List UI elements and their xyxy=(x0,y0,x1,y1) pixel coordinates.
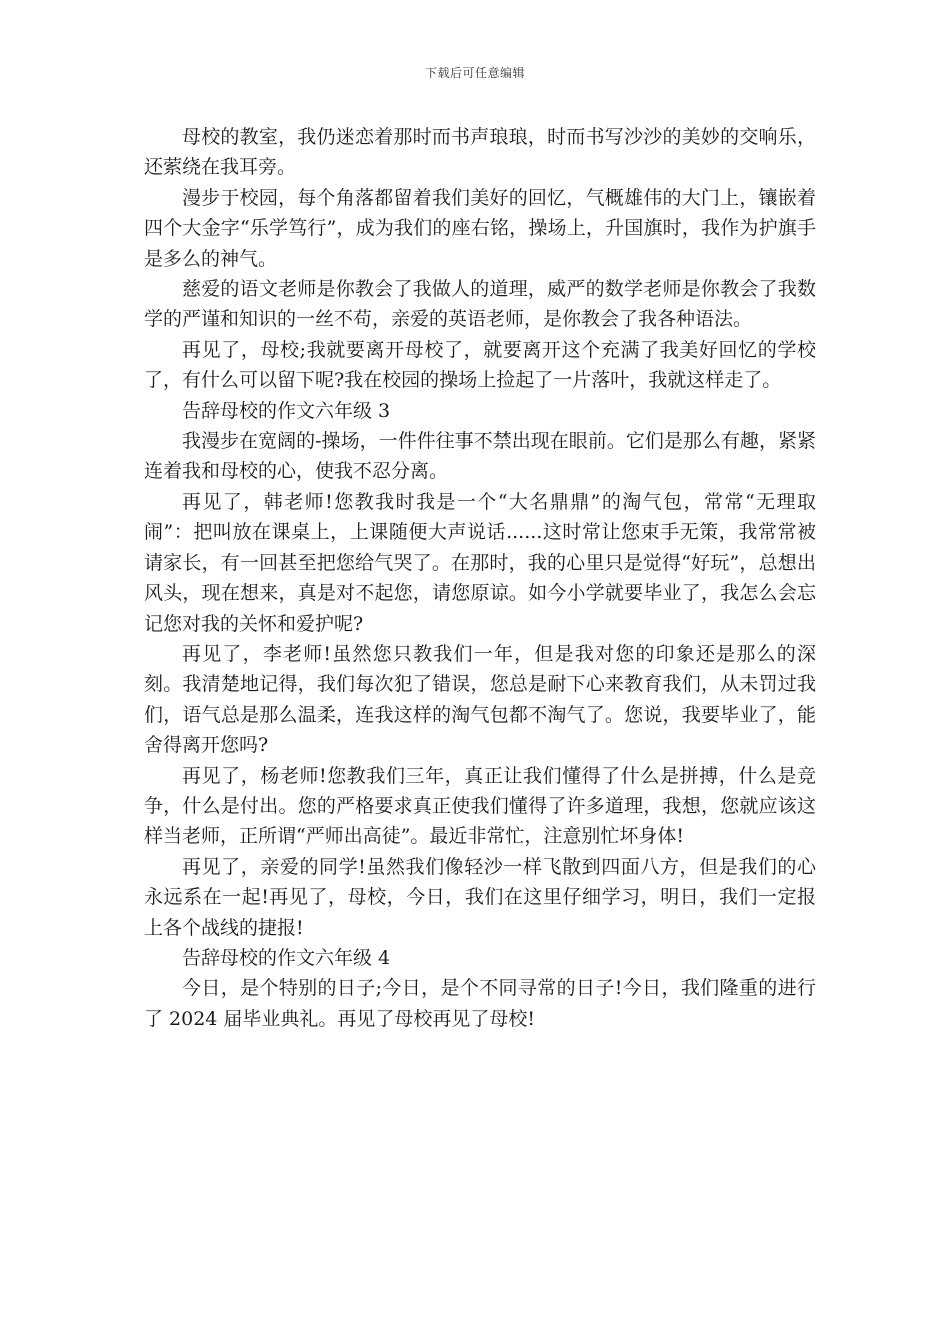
paragraph: 母校的教室，我仍迷恋着那时而书声琅琅，时而书写沙沙的美妙的交响乐，还萦绕在我耳旁。 xyxy=(144,126,816,179)
paragraph: 再见了，母校;我就要离开母校了，就要离开这个充满了我美好回忆的学校了，有什么可以留下呢?我在校园的操场上捡起了一片落叶，我就这样走了。 xyxy=(144,338,816,392)
document-body xyxy=(144,122,816,1034)
section-heading: 告辞母校的作文六年级 3 xyxy=(182,399,391,422)
paragraph: 我漫步在宽阔的-操场，一件件往事不禁出现在眼前。它们是那么有趣，紧紧连着我和母校的心，使我不忍分离。 xyxy=(144,430,816,483)
paragraph: 漫步于校园，每个角落都留着我们美好的回忆，气概雄伟的大门上，镶嵌着四个大金字“乐学笃行”，成为我们的座右铭，操场上，升国旗时，我作为护旗手是多么的神气。 xyxy=(144,186,816,270)
paragraph: 再见了，亲爱的同学!虽然我们像轻沙一样飞散到四面八方，但是我们的心永远系在一起!再见了，母校，今日，我们在这里仔细学习，明日，我们一定报上各个战线的捷报! xyxy=(144,855,816,939)
header-note: 下载后可任意编辑 xyxy=(424,66,525,80)
paragraph: 今日，是个特别的日子;今日，是个不同寻常的日子!今日，我们隆重的进行了 2024 届毕业典礼。再见了母校再见了母校! xyxy=(144,977,816,1030)
paragraph: 再见了，韩老师!您教我时我是一个“大名鼎鼎”的淘气包，常常“无理取闹”：把叫放在课桌上，上课随便大声说话......这时常让您束手无策，我常常被请家长，有一回甚至把您给气哭了。在那时，我的心里只是觉得“好玩”，总想出风头，现在想来，真是对不起您，请您原谅。如今小学就要毕业了，我怎么会忘记您对我的关怀和爱护呢? xyxy=(144,490,816,635)
section-heading: 告辞母校的作文六年级 4 xyxy=(182,946,391,969)
paragraph: 再见了，杨老师!您教我们三年，真正让我们懂得了什么是拼搏，什么是竞争，什么是付出。您的严格要求真正使我们懂得了许多道理，我想，您就应该这样当老师，正所谓“严师出高徒”。最近非常忙，注意别忙坏身体! xyxy=(144,764,816,848)
paragraph: 再见了，李老师!虽然您只教我们一年，但是我对您的印象还是那么的深刻。我清楚地记得，我们每次犯了错误，您总是耐下心来教育我们，从未罚过我们，语气总是那么温柔，连我这样的淘气包都不淘气了。您说，我要毕业了，能舍得离开您吗? xyxy=(144,642,816,757)
paragraph: 慈爱的语文老师是你教会了我做人的道理，威严的数学老师是你教会了我数学的严谨和知识的一丝不苟，亲爱的英语老师，是你教会了我各种语法。 xyxy=(144,278,816,331)
